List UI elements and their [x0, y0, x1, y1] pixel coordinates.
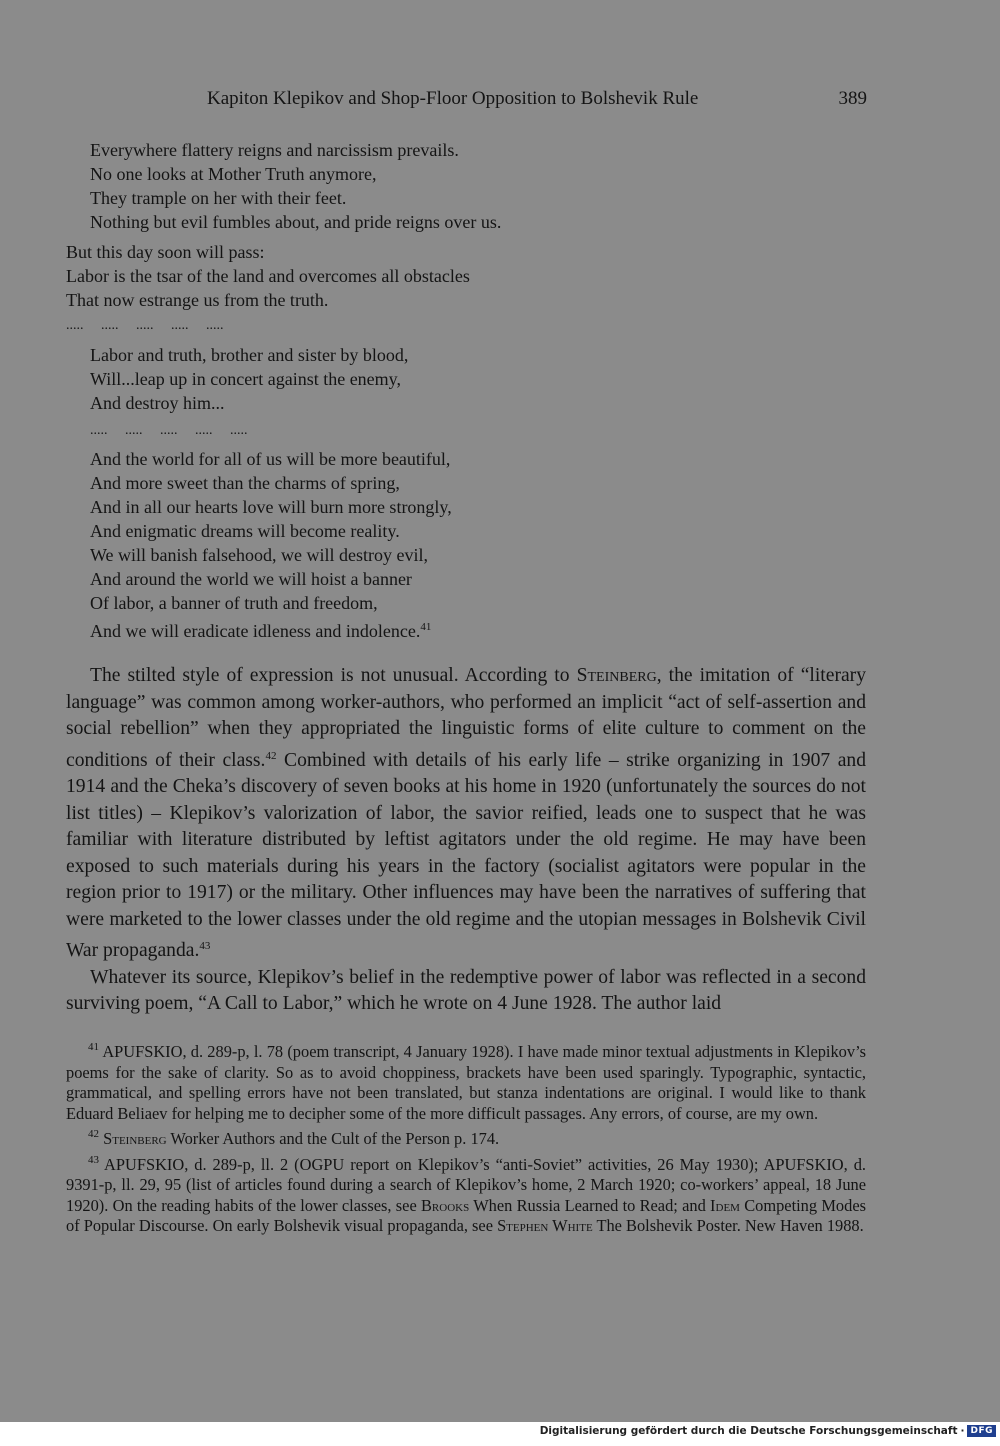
poem-line: And enigmatic dreams will become reality. [90, 521, 400, 541]
credit-text: Digitalisierung gefördert durch die Deutsche Forschungsgemeinschaft [539, 1425, 958, 1437]
footnote-text: When Russia Learned to Read; and [469, 1195, 711, 1215]
text-run: Combined with details of his early life – strike organizing in 1907 and 1914 and the Cheka’s discovery of seven books at his home in 1920 (unfortunately the sources do not list titles) – Klepikov’s valorization of labor, the savior reified, leads one to suspect that he was familiar with literature distributed by leftist agitators under the old regime. He may have been exposed to such materials during his years in the factory (socialist agitators were popular in the region prior to 1917) or the military. Other influences may have been the narratives of suffering that were marketed to the lower classes under the old regime and the utopian messages in Bolshevik Civil War propaganda. [66, 749, 866, 961]
author-name: Steinberg [103, 1129, 167, 1148]
footnote-number: 41 [88, 1041, 99, 1053]
author-name: Steinberg [576, 665, 657, 686]
poem-line: And more sweet than the charms of spring, [90, 473, 400, 493]
footnotes [66, 1037, 866, 1237]
footnote-number: 43 [88, 1153, 99, 1166]
footnote-ref-43: 43 [199, 940, 211, 952]
page-number: 389 [838, 88, 867, 109]
poem-line: Labor and truth, brother and sister by blood, [90, 345, 409, 365]
dfg-logo-icon: DFG [967, 1425, 996, 1437]
poem-line: And around the world we will hoist a banner [90, 569, 412, 589]
poem-line: No one looks at Mother Truth anymore, [90, 164, 377, 184]
poem-ellipsis: ..... ..... ..... ..... ..... [66, 318, 224, 333]
poem-line: Labor is the tsar of the land and overcomes all obstacles [66, 266, 470, 286]
poem-stanza-1 [90, 138, 501, 234]
footnote-41 [66, 1037, 866, 1124]
poem-line: Nothing but evil fumbles about, and pride reigns over us. [90, 212, 502, 232]
footnote-number: 42 [88, 1128, 99, 1140]
digitization-credit: Digitalisierung gefördert durch die Deutsche Forschungsgemeinschaft · DFG [540, 1425, 996, 1437]
body-text [66, 663, 866, 1018]
poem-line [90, 615, 452, 639]
poem-line: Everywhere flattery reigns and narcissism prevails. [90, 140, 459, 160]
poem-line: Will...leap up in concert against the enemy, [90, 369, 402, 389]
author-name: Stephen White [497, 1216, 593, 1235]
footnote-text: The Bolshevik Poster. New Haven 1988. [592, 1216, 864, 1235]
poem-stanza-2 [66, 240, 470, 312]
text-run: , the imitation of “literary language” was common among worker-authors, who performed an implicit “act of self-assertion and social rebellion” when they appropriated the linguistic forms of elite culture to comment on the conditions of their class. [66, 665, 866, 771]
footnote-42 [66, 1124, 866, 1150]
footnote-text: Worker Authors and the Cult of the Person p. 174. [166, 1129, 500, 1148]
running-title: Kapiton Klepikov and Shop-Floor Opposition to Bolshevik Rule [207, 88, 699, 109]
paragraph [66, 663, 866, 965]
poem-line: And the world for all of us will be more beautiful, [90, 449, 451, 469]
footnote-ref-41: 41 [420, 621, 432, 633]
poem-line: But this day soon will pass: [66, 242, 265, 262]
footnote-ref-42: 42 [265, 749, 277, 762]
text-run: The stilted style of expression is not unusual. According to [90, 665, 577, 686]
poem-line: Of labor, a banner of truth and freedom, [90, 593, 378, 613]
footnote-text: APUFSKIO, d. 289-p, l. 78 (poem transcript, 4 January 1928). I have made minor textual adjustments in Klepikov’s poems for the sake of clarity. So as to avoid choppiness, brackets have been used sparingly. Typographic, syntactic, grammatical, and spelling errors have not been translated, but stanza indentations are original. I would like to thank Eduard Beliaev for helping me to decipher some of the more difficult passages. Any errors, of course, are my own. [66, 1042, 866, 1123]
poem-stanza-3 [90, 343, 408, 415]
poem-line: That now estrange us from the truth. [66, 290, 329, 310]
author-name: Idem [710, 1195, 740, 1215]
poem-line-text: And we will eradicate idleness and indolence. [90, 621, 421, 641]
author-name: Brooks [421, 1195, 470, 1215]
poem-line: They trample on her with their feet. [90, 188, 347, 208]
paragraph: Whatever its source, Klepikov’s belief in the redemptive power of labor was reflected in a second surviving poem, “A Call to Labor,” which he wrote on 4 June 1928. The author laid [66, 966, 866, 1014]
footnote-text: APUFSKIO, d. 289-p, ll. 2 (OGPU report on Klepikov’s “anti-Soviet” activities, 26 May 1930); APUFSKIO, d. 9391-p, ll. 29, 95 (list of articles found during a search of Klepikov’s home, 2 March 1920; co-workers’ appeal, 18 June 1920). On the reading habits of the lower classes, see [66, 1154, 866, 1215]
poem-ellipsis: ..... ..... ..... ..... ..... [90, 423, 248, 438]
footnote-43 [66, 1150, 866, 1237]
poem-line: And in all our hearts love will burn more strongly, [90, 497, 452, 517]
footnote-text: Competing Modes of Popular Discourse. On early Bolshevik visual propaganda, see [66, 1195, 866, 1235]
poem-line: And destroy him... [90, 393, 225, 413]
poem-line: We will banish falsehood, we will destroy evil, [90, 545, 428, 565]
poem-stanza-4 [90, 447, 452, 639]
